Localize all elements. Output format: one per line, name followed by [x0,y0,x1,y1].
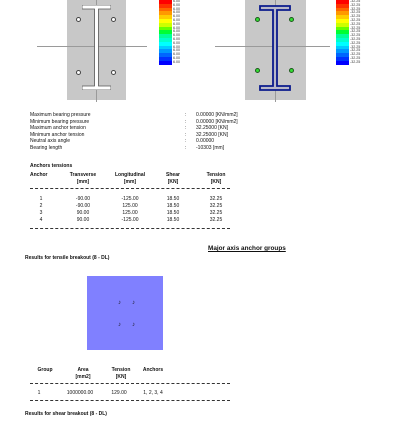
summary-label: Minimum anchor tension [30,132,85,138]
right-color-legend [336,0,349,65]
summary-value: 32.25000 [KN] [196,125,228,131]
summary-label: Maximum anchor tension [30,125,86,131]
left-legend-label: 6.00 [173,37,180,41]
summary-label: Neutral axis angle [30,138,71,144]
cell-shear: 18.50 [166,210,180,216]
left-legend-label: 6.00 [173,6,180,11]
tensile-breakout-title: Results for tensile breakout (8 - DL) [25,255,110,261]
cell-longitudinal: 125.00 [122,203,138,209]
left-ibeam-section [82,5,111,90]
cell-transverse: -90.00 [75,196,91,202]
summary-label: Bearing length [30,145,63,151]
cell-transverse: 90.00 [76,217,90,223]
anchor-marker-2: ♪ [132,300,135,306]
left-bolt-2 [111,17,116,22]
left-legend-label: 6.00 [173,18,180,22]
right-legend-label: -32.25 [350,33,361,38]
cell-transverse: 90.00 [76,210,90,216]
cell-area: 1000000.00 [66,390,94,396]
left-legend-label: 6.00 [173,0,180,3]
right-legend-label: -32.25 [350,56,361,60]
right-legend-label: -32.25 [350,37,361,41]
major-axis-title: Major axis anchor groups [208,245,286,252]
col-header-tension-unit: [KN] [210,179,222,185]
right-ibeam-section [259,5,291,91]
cell-anchor: 1 [39,196,43,202]
cell-anchor: 2 [39,203,43,209]
left-legend-label: 6.00 [173,56,180,60]
table-divider [30,188,230,189]
summary-label: Maximum bearing pressure [30,112,91,118]
col-header-transverse-unit: [mm] [76,179,90,185]
left-legend-label: 6.00 [173,2,180,7]
col-header-tension: Tension [206,172,226,178]
cell-group: 1 [37,390,41,396]
right-legend-label: -32.25 [350,2,361,7]
left-legend-label: 6.00 [173,21,180,26]
right-legend-label: -32.25 [350,52,361,57]
cell-tension: 32.25 [209,203,223,209]
col-header-transverse: Transverse [69,172,97,178]
summary-label: Minimum bearing pressure [30,119,90,125]
right-bolt-4 [289,68,294,73]
table-bottom-rule [30,228,230,229]
cell-longitudinal: -125.00 [121,217,139,223]
cell-shear: 18.50 [166,196,180,202]
right-legend-label: -32.25 [350,10,361,15]
col-header-longitudinal-unit: [mm] [123,179,137,185]
shear-breakout-title: Results for shear breakout (8 - DL) [25,411,107,417]
summary-value: 0.00000 [196,138,215,144]
cell-transverse: -90.00 [75,203,91,209]
left-legend-label: 6.00 [173,48,180,53]
summary-colon: : [185,145,187,151]
left-color-legend [159,0,172,65]
right-legend-label: -32.25 [350,25,361,30]
col-header-group: Group [37,367,53,373]
group-table-bottom-rule [30,400,230,401]
cell-anchor: 3 [39,210,43,216]
right-legend-label: -32.25 [350,6,361,11]
left-legend-label: 6.00 [173,52,180,57]
cell-shear: 18.50 [166,203,180,209]
left-bolt-3 [76,70,81,75]
cell-tension: 32.25 [209,210,223,216]
left-legend-label: 6.00 [173,29,180,34]
right-legend-label: -32.25 [350,14,361,19]
summary-colon: : [185,119,187,125]
col-header-longitudinal: Longitudinal [115,172,145,178]
right-legend-label: -32.25 [350,29,361,34]
right-legend-swatch [336,61,349,65]
cell-longitudinal: 125.00 [122,210,138,216]
summary-value: -10303 [mm] [196,145,225,151]
right-legend-label: -32.25 [350,40,361,45]
col-header-group-tension: Tension [111,367,131,373]
right-legend-label: -32.25 [350,18,361,22]
col-header-shear-unit: [KN] [167,179,179,185]
summary-colon: : [185,125,187,131]
cell-anchor: 4 [39,217,43,223]
col-header-area: Area [77,367,89,373]
left-bolt-1 [76,17,81,22]
col-header-shear: Shear [166,172,180,178]
col-header-anchors: Anchors [142,367,164,373]
col-header-area-unit: [mm2] [75,374,91,380]
col-header-anchor: Anchor [30,172,48,178]
anchor-marker-4: ♪ [132,322,135,328]
summary-value: 0.00000 [KN/mm2] [196,112,238,118]
left-legend-label: 6.00 [173,10,180,15]
breakout-area-diagram [87,276,163,350]
right-legend-label: -32.25 [350,48,361,53]
cell-shear: 18.50 [166,217,180,223]
right-legend-label: -32.25 [350,21,361,26]
cell-anchors: 1, 2, 3, 4 [143,390,163,396]
summary-value: 32.25000 [KN] [196,132,228,138]
left-legend-label: 6.00 [173,40,180,45]
summary-colon: : [185,112,187,118]
summary-colon: : [185,138,187,144]
group-table-divider [30,383,230,384]
right-legend-label: -32.25 [350,59,361,64]
left-legend-swatch [159,61,172,65]
cell-group-tension: 129.00 [111,390,127,396]
summary-colon: : [185,132,187,138]
left-legend-label: 6.00 [173,33,180,38]
anchor-marker-3: ♪ [118,322,121,328]
cell-longitudinal: -125.00 [121,196,139,202]
left-legend-label: 6.00 [173,59,180,64]
left-legend-label: 6.00 [173,44,180,49]
cell-tension: 32.25 [209,196,223,202]
summary-value: 0.00000 [KN/mm2] [196,119,238,125]
anchors-title: Anchors tensions [30,163,73,169]
right-legend-label: -32.25 [350,0,361,3]
left-legend-label: 6.00 [173,25,180,30]
left-legend-label: 6.00 [173,14,180,19]
col-header-group-tension-unit: [KN] [115,374,127,380]
cell-tension: 32.25 [209,217,223,223]
right-bolt-1 [255,17,260,22]
anchor-marker-1: ♪ [118,300,121,306]
right-bolt-3 [255,68,260,73]
left-bolt-4 [111,70,116,75]
right-bolt-2 [289,17,294,22]
right-legend-label: -32.25 [350,44,361,49]
